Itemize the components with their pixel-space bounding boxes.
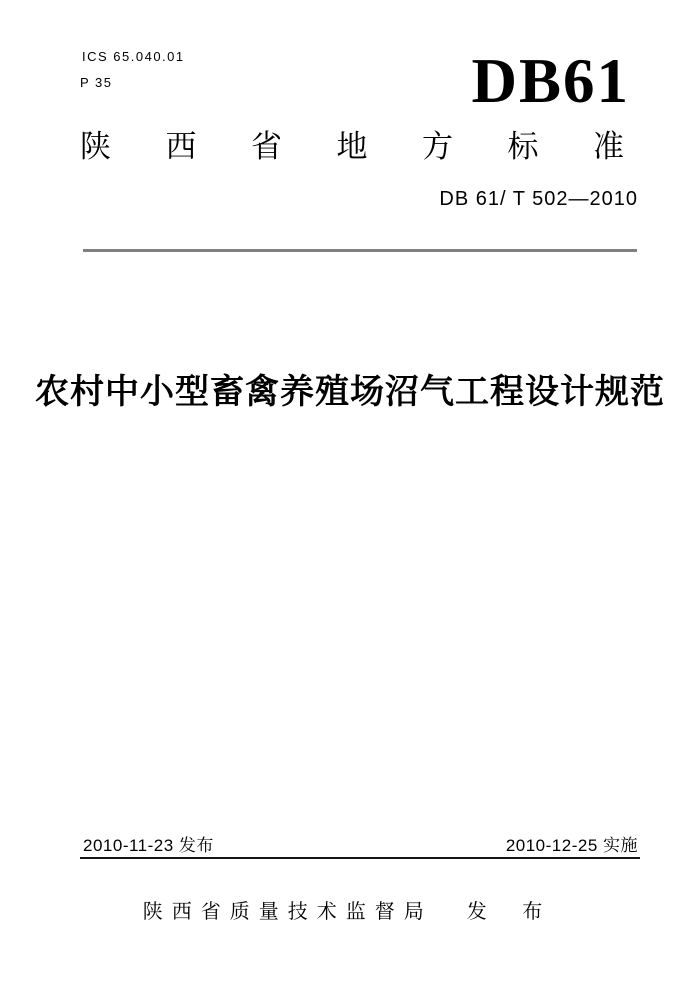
publish-label: 发 布: [466, 901, 558, 923]
standard-name-char: 省: [251, 129, 282, 164]
standard-name-char: 标: [507, 129, 539, 164]
standard-name-char: 西: [165, 129, 197, 164]
standard-name-char: 陕: [80, 129, 111, 164]
standard-name-char: 准: [593, 129, 624, 164]
implement-date: 2010-12-25 实施: [505, 836, 638, 855]
footer-divider: [80, 857, 640, 859]
ics-code: ICS 65.040.01: [82, 49, 185, 64]
document-title: 农村中小型畜禽养殖场沼气工程设计规范: [35, 373, 665, 411]
db61-logo: DB61: [471, 46, 630, 116]
header-divider: [83, 249, 637, 252]
publisher-name: 陕西省质量技术监督局: [142, 901, 433, 923]
date-row: [83, 837, 638, 856]
publisher-row: [0, 902, 700, 922]
standard-name-char: 地: [336, 129, 368, 164]
standard-name-row: [80, 131, 624, 162]
issue-date: 2010-11-23 发布: [83, 836, 214, 855]
classification-code: P 35: [80, 75, 113, 90]
standard-number: DB 61/ T 502—2010: [439, 188, 638, 210]
standard-name-char: 方: [422, 129, 453, 164]
